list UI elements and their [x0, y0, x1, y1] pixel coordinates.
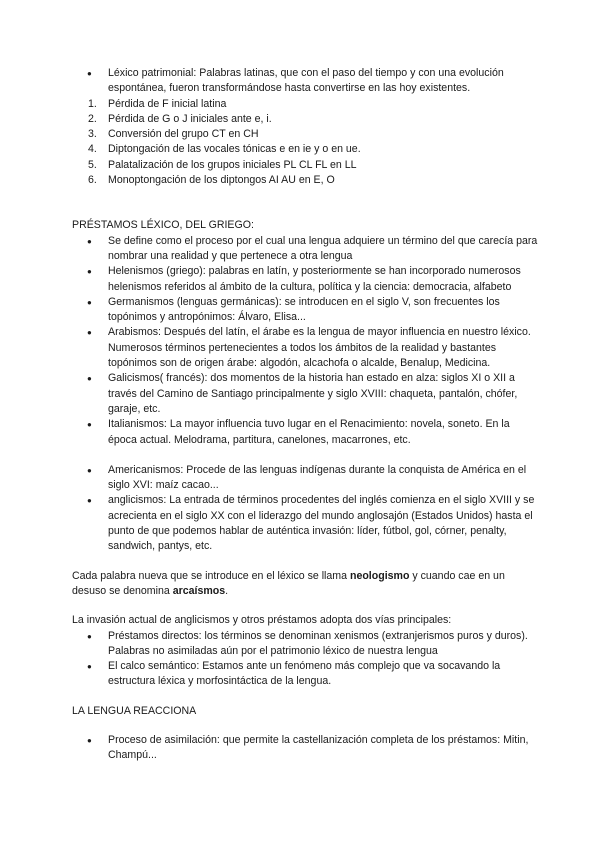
item-number: 1.	[88, 97, 97, 110]
text-run: .	[225, 584, 229, 597]
document-page	[0, 66, 600, 764]
list-item: ● El calco semántico: Estamos ante un fenómeno más complejo que va socavando la estructura léxica y morfosintáctica de la lengua.	[0, 659, 600, 690]
term-neologismo: neologismo	[349, 569, 410, 582]
item-text: Monoptongación de los diptongos AI AU en E, O	[108, 174, 335, 187]
item-text: Pérdida de F inicial latina	[108, 97, 227, 110]
list-item: ● Préstamos directos: los términos se denominan xenismos (extranjerismos puros y duros). Palabras no asimiladas aún por el patrimonio léxico de nuestra lengua	[0, 629, 600, 660]
numbered-item	[0, 158, 600, 173]
item-number: 6.	[88, 174, 97, 187]
numbered-item	[0, 97, 600, 112]
numbered-item	[0, 112, 600, 127]
invasion-intro: La invasión actual de anglicismos y otros préstamos adopta dos vías principales:	[72, 614, 452, 627]
item-number: 2.	[88, 112, 97, 125]
term-arcaismos: arcaísmos	[172, 584, 226, 597]
list-item: ● Proceso de asimilación: que permite la castellanización completa de los préstamos: Mitin, Champú...	[0, 733, 600, 764]
item-number: 3.	[88, 128, 97, 141]
item-text: Diptongación de las vocales tónicas e en ie y o en ue.	[108, 143, 361, 156]
list-item: ● anglicismos: La entrada de términos procedentes del inglés comienza en el siglo XVIII y se acrecienta en el siglo XX con el liderazgo del mundo anglosajón (Estados Unidos) hasta el punto de que podemos hablar de auténtica invasión: líder, fútbol, gol, córner, penalty, sandwich, pantys, etc.	[0, 493, 600, 554]
numbered-item	[0, 142, 600, 157]
list-item: ● Léxico patrimonial: Palabras latinas, que con el paso del tiempo y con una evolución espontánea, fueron transformándose hasta convertirse en las hoy existentes.	[0, 66, 600, 97]
list-item: ● Americanismos: Procede de las lenguas indígenas durante la conquista de América en el siglo XVI: maíz cacao...	[0, 463, 600, 494]
item-number: 4.	[88, 143, 97, 156]
numbered-item	[0, 173, 600, 188]
list-item: ● Se define como el proceso por el cual una lengua adquiere un término del que carecía para nombrar una realidad y que pertenece a otra lengua	[0, 234, 600, 265]
item-text: Palatalización de los grupos iniciales PL CL FL en LL	[108, 158, 357, 171]
item-text: Pérdida de G o J iniciales ante e, i.	[108, 112, 272, 125]
list-item: ● Arabismos: Después del latín, el árabe es la lengua de mayor influencia en nuestro léxico. Numerosos términos pertenecientes a todos los ámbitos de la realidad y bastantes topónimos son de origen árabe: algodón, alcachofa o alcalde, Benalup, Medicina.	[0, 325, 600, 371]
list-item: ● Galicismos( francés): dos momentos de la historia han estado en alza: siglos XI o XII a través del Camino de Santiago principalmente y siglo XVIII: chaqueta, pantalón, chófer, garaje, etc.	[0, 371, 600, 417]
list-item: ● Italianismos: La mayor influencia tuvo lugar en el Renacimiento: novela, soneto. En la época actual. Melodrama, partitura, canelones, macarrones, etc.	[0, 417, 600, 448]
text-run: Cada palabra nueva que se introduce en el léxico se llama	[72, 569, 350, 582]
section-heading-prestamos: PRÉSTAMOS LÉXICO, DEL GRIEGO:	[72, 219, 254, 232]
text-run: y cuando cae en un desuso se denomina	[72, 569, 505, 597]
section-heading-reacciona: LA LENGUA REACCIONA	[72, 704, 197, 717]
neologismo-paragraph	[0, 569, 600, 600]
list-item: ● Helenismos (griego): palabras en latín, y posteriormente se han incorporado numerosos helenismos referidos al ámbito de la cultura, política y la ciencia: democracia, alfabeto	[0, 264, 600, 295]
list-item: ● Germanismos (lenguas germánicas): se introducen en el siglo V, son frecuentes los topónimos y antropónimos: Álvaro, Elisa...	[0, 295, 600, 326]
item-number: 5.	[88, 158, 97, 171]
item-text: Conversión del grupo CT en CH	[108, 128, 259, 141]
numbered-item	[0, 127, 600, 142]
